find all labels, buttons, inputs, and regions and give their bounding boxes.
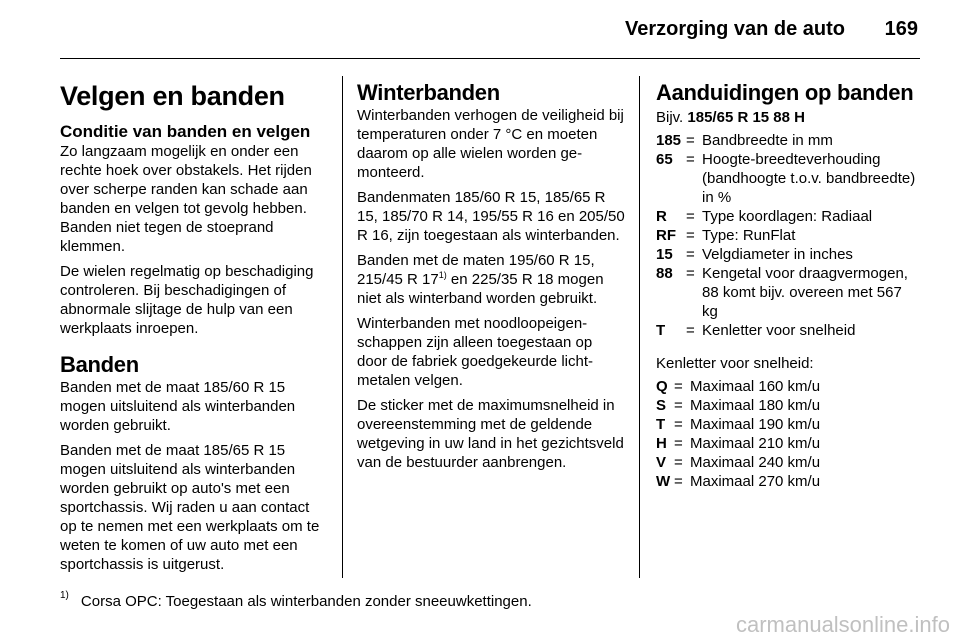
speed-letter: Q bbox=[656, 378, 668, 395]
definition-term: 15 bbox=[656, 246, 673, 263]
example-code: 185/65 R 15 88 H bbox=[687, 109, 805, 126]
column-1 bbox=[60, 80, 330, 580]
speed-text: Maximaal 270 km/u bbox=[690, 473, 821, 490]
speed-text: Maximaal 190 km/u bbox=[690, 416, 821, 433]
definition-text: Kenletter voor snelheid bbox=[702, 322, 856, 339]
paragraph: De sticker met de maximumsnelheid in overeenstemming met de geldende wetgeving in uw land in het gezichtsveld van de bestuurder aanbrengen. bbox=[357, 397, 624, 471]
definition-term: 88 bbox=[656, 265, 673, 282]
example-prefix: Bijv. bbox=[656, 109, 688, 126]
equals-sign: = bbox=[686, 227, 695, 244]
speed-row bbox=[656, 377, 918, 396]
definition-term: RF bbox=[656, 227, 676, 244]
definition-row bbox=[656, 321, 918, 340]
footnote-mark: 1) bbox=[60, 590, 69, 601]
paragraph: De wielen regelmatig op beschadiging controleren. Bij beschadigingen of abnormale slijtage de hulp van een werkplaats inroepen. bbox=[60, 263, 314, 337]
definition-row bbox=[656, 264, 918, 321]
equals-sign: = bbox=[674, 473, 683, 490]
speed-heading: Kenletter voor snelheid: bbox=[656, 355, 814, 372]
column-3 bbox=[656, 80, 918, 491]
speed-letter: W bbox=[656, 473, 671, 490]
equals-sign: = bbox=[674, 435, 683, 452]
definition-row bbox=[656, 226, 918, 245]
equals-sign: = bbox=[674, 416, 683, 433]
definition-row bbox=[656, 150, 918, 207]
equals-sign: = bbox=[674, 397, 683, 414]
equals-sign: = bbox=[674, 378, 683, 395]
definition-text: Type: RunFlat bbox=[702, 227, 796, 244]
definition-row bbox=[656, 131, 918, 150]
definition-term: 185 bbox=[656, 132, 682, 149]
column-divider bbox=[342, 76, 343, 578]
speed-text: Maximaal 180 km/u bbox=[690, 397, 821, 414]
definition-row bbox=[656, 207, 918, 226]
subsection-heading: Conditie van banden en velgen bbox=[60, 122, 311, 141]
watermark: carmanualsonline.info bbox=[735, 612, 950, 637]
footnote-text: Corsa OPC: Toegestaan als winterbanden zonder sneeuwkettingen. bbox=[80, 593, 532, 610]
equals-sign: = bbox=[686, 208, 695, 225]
paragraph: Zo langzaam mogelijk en onder een rechte hoek over obstakels. Het rijden over scherpe randen kan schade aan banden en velgen tot gevolg hebben. Banden niet tegen de stoeprand klemmen. bbox=[60, 143, 312, 255]
page-number: 169 bbox=[884, 18, 918, 40]
paragraph: Bandenmaten 185/60 R 15, 185/65 R 15, 185/70 R 14, 195/55 R 16 en 205/50 R 16, zijn toegestaan als winterbanden. bbox=[357, 189, 625, 244]
section-heading: Aanduidingen op banden bbox=[656, 80, 914, 105]
speed-index-list bbox=[656, 377, 918, 491]
equals-sign: = bbox=[686, 265, 695, 282]
footnote bbox=[60, 592, 532, 610]
speed-text: Maximaal 240 km/u bbox=[690, 454, 821, 471]
definition-text: Bandbreedte in mm bbox=[702, 132, 833, 149]
definition-term: 65 bbox=[656, 151, 673, 168]
equals-sign: = bbox=[674, 454, 683, 471]
definition-text: Velgdiameter in inches bbox=[702, 246, 853, 263]
paragraph-text: Banden met de maten 195/60 R 15, 215/45 R 17 bbox=[357, 252, 595, 288]
definition-term: T bbox=[656, 322, 666, 339]
column-divider bbox=[639, 76, 640, 578]
speed-row bbox=[656, 472, 918, 491]
paragraph bbox=[357, 251, 625, 308]
definition-row bbox=[656, 245, 918, 264]
section-heading: Winterbanden bbox=[357, 80, 500, 105]
footnote-reference: 1) bbox=[438, 270, 447, 280]
header-title: Verzorging van de auto bbox=[624, 18, 845, 40]
page-header bbox=[0, 0, 960, 60]
speed-row bbox=[656, 415, 918, 434]
speed-text: Maximaal 160 km/u bbox=[690, 378, 821, 395]
definition-text: Type koordlagen: Radiaal bbox=[702, 208, 873, 225]
speed-letter: V bbox=[656, 454, 667, 471]
speed-row bbox=[656, 453, 918, 472]
definition-text: Hoogte-breedteverhouding (bandhoogte t.o.v. bandbreedte) in % bbox=[702, 151, 916, 206]
equals-sign: = bbox=[686, 322, 695, 339]
column-2 bbox=[357, 80, 625, 478]
equals-sign: = bbox=[686, 246, 695, 263]
speed-letter: S bbox=[656, 397, 667, 414]
speed-text: Maximaal 210 km/u bbox=[690, 435, 821, 452]
paragraph: Winterbanden met noodloopeigenschappen zijn alleen toegestaan op door de fabriek goedgekeurde lichtmetalen velgen. bbox=[357, 315, 593, 389]
equals-sign: = bbox=[686, 151, 695, 168]
paragraph: Banden met de maat 185/60 R 15 mogen uitsluitend als winterbanden worden gebruikt. bbox=[60, 379, 296, 434]
subsection-heading: Banden bbox=[60, 352, 139, 377]
tire-code-example bbox=[656, 108, 918, 127]
speed-row bbox=[656, 434, 918, 453]
paragraph: Winterbanden verhogen de veiligheid bij temperaturen onder 7 °C en moeten daarom op alle wielen worden gemonteerd. bbox=[357, 107, 624, 181]
definition-term: R bbox=[656, 208, 667, 225]
speed-letter: T bbox=[656, 416, 666, 433]
section-title: Velgen en banden bbox=[60, 81, 285, 111]
paragraph: Banden met de maat 185/65 R 15 mogen uitsluitend als winterbanden worden gebruikt op auto's met een sportchassis. Wij raden u aan contact op te nemen met een werkplaats om te weten te komen of uw auto met een sportchassis is uitgerust. bbox=[60, 442, 320, 573]
header-rule bbox=[60, 58, 920, 59]
tire-code-definitions bbox=[656, 131, 918, 340]
paragraph-text: en 225/35 R 18 mogen niet als winterband worden gebruikt. bbox=[357, 271, 604, 307]
speed-row bbox=[656, 396, 918, 415]
definition-text: Kengetal voor draagvermogen, 88 komt bijv. overeen met 567 kg bbox=[702, 265, 908, 320]
speed-letter: H bbox=[656, 435, 667, 452]
equals-sign: = bbox=[686, 132, 695, 149]
